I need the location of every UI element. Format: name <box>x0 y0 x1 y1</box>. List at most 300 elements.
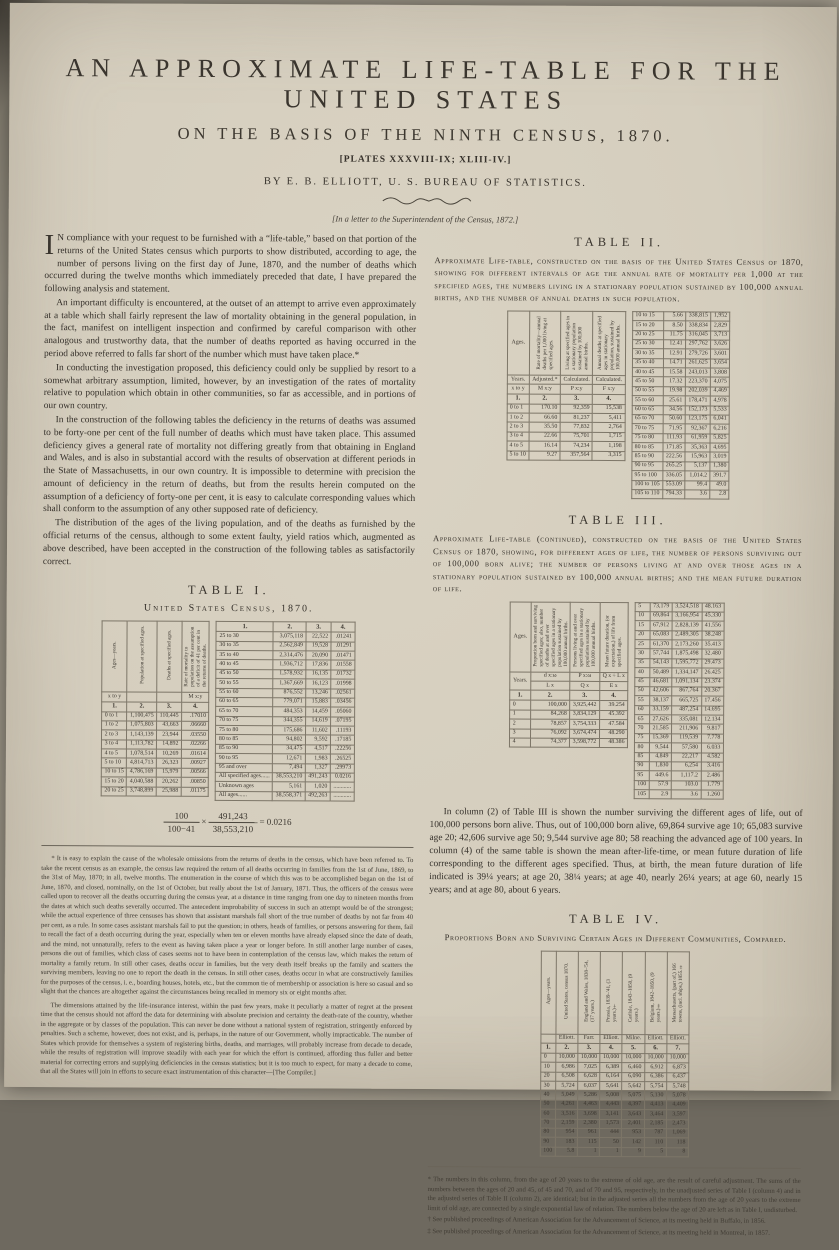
table-cell: .01241 <box>331 632 355 641</box>
table-cell: 75 <box>635 733 650 742</box>
table2-header-living: Living at specified ages in a stationary population sustained by 100,000 annual births. <box>564 315 589 370</box>
table-row <box>634 780 723 790</box>
table-row <box>632 311 730 321</box>
table-cell: 100 to 105 <box>631 480 662 490</box>
table-cell: 779,071 <box>273 698 306 708</box>
table-cell: 1,334,147 <box>672 668 702 678</box>
table-row <box>632 424 730 434</box>
table-cell: 85 to 90 <box>632 452 663 462</box>
table-row <box>632 461 730 471</box>
table3 <box>430 601 804 801</box>
table-cell: 95 <box>634 771 649 780</box>
column-number: 5. <box>622 1043 644 1053</box>
table-cell: 48.163 <box>702 603 724 612</box>
table-row <box>635 649 724 659</box>
table-cell: .17185 <box>331 735 355 744</box>
table-cell: 1.779 <box>701 781 723 790</box>
table-cell: 484,353 <box>273 707 306 717</box>
table-cell: 170.10 <box>529 404 560 414</box>
table-cell: 3.6 <box>685 490 710 500</box>
table-cell: 7.778 <box>701 734 723 743</box>
table-cell: 1,069 <box>666 1129 688 1138</box>
table-cell: 60 to 65 <box>216 697 273 707</box>
column-number: 3. <box>578 1043 600 1053</box>
table-cell: 19,528 <box>306 642 331 652</box>
table4-header-massachusetts: Massachusetts, (part of,) 166 towns, (incl. ships,) 1855.‡ <box>671 963 685 1023</box>
years-label: Years. <box>510 672 530 691</box>
table1-header-population: Population at specified ages. <box>138 626 146 685</box>
table2 <box>431 310 805 500</box>
method-cell: Calculated. <box>593 376 625 385</box>
table-row <box>635 602 724 612</box>
table3-header-living: Persons living at and over specified ages in a stationary population sustained by 100,000 annual births. <box>572 607 598 667</box>
table-row <box>632 443 730 453</box>
table-cell: 5,641 <box>600 1081 622 1090</box>
table-cell: 487,254 <box>672 706 702 716</box>
footnote-left-2: The dimensions attained by the life-insurance interest, within the past few years, make it peculiarly a matter of regret at the present time that the census should not afford the data for determining with absolute precision and certainty the death-rate of the country, whether in the aggregate or by classes of the population. This can never be done without a national system of registration, stringently enforced by penalties. Such a scheme, however, does not exist, and is, perhaps, in the nature of our Government, wholly impracticable. The number of States which provide for themselves a system of registering births, deaths, and marriages, will probably increase from decade to decade, while the results of registration will improve steadily with each year for which the effort is continued, affording thus fuller and better material for correcting errors and supplying deficiencies in the census statistics; but it is too much to expect, for many a decade to come, that all the States will join in efforts to secure exact instrumentation of this character—[The Compiler.] <box>40 1001 413 1077</box>
table-cell: 35,363 <box>685 443 710 453</box>
table-cell: 171.85 <box>663 443 685 452</box>
table-cell: 491,243 <box>305 773 330 783</box>
table-cell: 1,113,782 <box>127 740 157 750</box>
table-cell: 14,619 <box>306 717 331 727</box>
table-cell: 6,037 <box>578 1081 600 1090</box>
table-cell: 0 to 1 <box>507 404 529 413</box>
table-cell: 0 to 1 <box>102 711 127 721</box>
table-cell: 6,437 <box>667 1072 689 1081</box>
column-number: 2. <box>127 702 157 712</box>
table-cell: 25,988 <box>156 787 181 797</box>
table-cell: 35 to 40 <box>632 358 663 368</box>
table-cell: 65 to 70 <box>632 415 663 425</box>
table-cell: 3 to 4 <box>102 740 127 750</box>
column-number: 3. <box>570 691 600 701</box>
table-cell: 5,642 <box>622 1082 644 1091</box>
table-cell: 20.367 <box>701 687 723 696</box>
table-cell: 38,558,371 <box>273 791 306 801</box>
symbol-cell <box>157 692 182 701</box>
table-cell: .03456 <box>331 698 355 707</box>
table-cell: 10,000 <box>667 1054 689 1063</box>
table-cell: 338,834 <box>686 321 711 331</box>
table-row <box>635 640 724 650</box>
table-cell: 953 <box>622 1128 644 1137</box>
footnote-rule-right <box>428 1166 801 1169</box>
table-cell: 211,906 <box>672 724 702 734</box>
table-cell: 16,135 <box>306 670 331 680</box>
table-cell: 2,489,305 <box>672 631 702 641</box>
table-cell: 65 to 70 <box>216 707 273 717</box>
table-cell: 1,952 <box>711 312 730 321</box>
column-number: 4. <box>331 622 355 632</box>
table-cell: 20 to 25 <box>632 330 663 340</box>
table-cell: 13,246 <box>306 688 331 698</box>
table-cell: 1,078,514 <box>127 749 157 759</box>
table-row <box>102 758 209 768</box>
table-cell: 9 <box>622 1147 644 1156</box>
table-cell: 243,013 <box>685 368 710 378</box>
table-cell: 90 <box>634 762 649 771</box>
table-cell: 1,830 <box>649 762 671 771</box>
table-cell: 57,580 <box>672 743 702 753</box>
table-cell: 5.8 <box>555 1147 577 1156</box>
table-cell: 336.05 <box>663 471 685 480</box>
table-cell: .01614 <box>181 749 208 759</box>
table-row <box>540 1147 688 1157</box>
table-row <box>510 738 628 748</box>
fraction-1: $\frac{100}{100-41}$ <box>163 811 199 834</box>
table-cell: 6,389 <box>600 1063 622 1072</box>
table-cell: 55 <box>635 696 650 705</box>
table-cell: 5.66 <box>664 312 686 321</box>
table-cell: 6,041 <box>710 415 729 424</box>
table-cell: .01998 <box>331 679 355 688</box>
table-cell: 11,602 <box>305 726 330 736</box>
column-number: 2. <box>556 1043 578 1053</box>
table4-body <box>540 1053 689 1157</box>
table-cell: 111.93 <box>663 433 685 442</box>
table-cell: 49.0 <box>710 481 729 490</box>
author-cell: Elliott. <box>645 1034 667 1043</box>
table-cell: 16.14 <box>529 441 560 451</box>
table-cell: 11.75 <box>663 330 685 339</box>
table1-left-body <box>101 711 209 796</box>
table-cell: 30 <box>541 1081 556 1090</box>
table-cell: 2,380 <box>577 1119 599 1128</box>
table-cell: 38.248 <box>702 631 724 640</box>
table-cell: 21,585 <box>649 724 671 733</box>
table-row <box>632 433 730 443</box>
column-number: 1. <box>507 394 529 404</box>
table-cell: 2,764 <box>593 423 625 433</box>
table-cell: 5,825 <box>710 434 729 443</box>
table-cell: 105 to 110 <box>631 490 662 500</box>
table-cell: 2 to 3 <box>507 422 529 431</box>
table-cell: 297,762 <box>686 340 711 350</box>
symbol-cell: Q x ÷ L x <box>600 672 628 681</box>
table1-title: TABLE I. <box>187 583 270 598</box>
table-row <box>635 630 724 640</box>
table-cell: 34.56 <box>663 405 685 414</box>
table-cell: 95 to 100 <box>632 471 663 481</box>
table-cell: 492,263 <box>305 792 330 802</box>
table-row <box>635 677 724 687</box>
table-row <box>506 450 624 460</box>
table-cell: 5,075 <box>622 1091 644 1100</box>
table-cell: 22,522 <box>306 632 331 642</box>
footnote-left-1: * It is easy to explain the cause of the wholesale omissions from the returns of deaths in the census, which have been referred to. To take the recent census as an example, the census law required the return of all deaths occurring in families from the 1st of June, 1869, to the 31st of May, 1870; in all, twelve months. The enumeration in the course of which this was to be accomplished began on the 1st of June, 1870, and closed, nominally, on the 1st of October, but really about the 1st of January, 1871. Thus, the officers of the census were called upon to recover all the deaths occurring during the census year, at a distance in time ranging from one day to nineteen months from the dates at which such deaths severally occurred. The antecedent improbability of success in such an attempt would be of the strongest; while the actual experience of three censuses has shown that assistant marshals fall short of the true number of deaths by not far from 40 per cent, as a rule. In some cases assistant marshals fail to put the question; in others, heads of families, or persons answering for them, fail to recall the fact of a death occurring during the year, especially when ten or eleven months have already elapsed since the date of death, and the mind, not unnaturally, refers to the event as having taken place a year or longer before. In still another large number of cases, persons die out of families, which class of cases seems not to have been in contemplation of the census law, which makes the return of mortality a family return. In still other cases, deaths occur in families, but the very death itself breaks up the family and scatters the surviving members, leaving no one to report the death in the census. In still other cases, deaths occur in what are constructively families for the purposes of the census, i. e., boarding houses, hotels, etc., but the common tie of membership or association is here so casual and so slight that the chances are altogether against the circumstances being recalled in memory six or eight months after. <box>40 855 414 997</box>
table-cell: 1,715 <box>592 432 624 442</box>
deficiency-formula <box>41 810 413 835</box>
table-cell: 25 <box>635 640 650 649</box>
table-row <box>632 349 730 359</box>
table3-right-body <box>634 602 724 799</box>
table-row <box>632 377 730 387</box>
table-cell: 2.9 <box>649 790 671 799</box>
table-row <box>632 386 730 396</box>
table-cell: 35 <box>635 658 650 667</box>
table-cell: 265.25 <box>663 462 685 471</box>
table-cell: 75,701 <box>560 432 592 442</box>
table-row <box>102 721 209 731</box>
table-cell: All specified ages...... <box>216 772 273 782</box>
table-cell: 5,137 <box>685 462 710 472</box>
table-cell: 4 <box>510 738 530 747</box>
table-cell: 5 <box>635 602 650 611</box>
table-cell: 6,873 <box>667 1063 689 1072</box>
table-cell: 70 to 75 <box>632 424 663 434</box>
column-number: 2. <box>529 394 560 404</box>
table3-left-body <box>510 700 628 747</box>
table-cell: 15 to 20 <box>632 321 663 331</box>
table-row <box>634 790 723 800</box>
table-cell: 4,517 <box>305 745 330 755</box>
table-row <box>632 405 730 415</box>
table-cell: 25 to 30 <box>216 632 273 642</box>
table-cell: 14,892 <box>156 740 181 750</box>
table-cell: 92,359 <box>560 404 592 414</box>
table2-right-body <box>631 311 730 499</box>
table-cell: 70 to 75 <box>216 716 273 726</box>
table-row <box>632 452 730 462</box>
table-cell: 73,179 <box>650 602 672 611</box>
table-cell: 2.8 <box>710 490 729 499</box>
table-cell: 4,040,588 <box>127 777 157 787</box>
table-row <box>634 743 723 753</box>
table-cell: 77,832 <box>560 423 592 433</box>
table-cell: 78,857 <box>530 719 570 729</box>
table-row <box>635 668 724 678</box>
table-row <box>631 480 729 490</box>
column-number: 1. <box>510 690 530 700</box>
table-cell: 0.0216 <box>330 773 354 782</box>
table-cell: 5,161 <box>273 782 306 792</box>
table-cell: 2,562,849 <box>273 641 306 651</box>
table-cell: 45 <box>635 677 650 686</box>
table-cell: 60 <box>635 705 650 714</box>
table-cell: 10 <box>541 1062 556 1071</box>
table-row <box>635 724 724 734</box>
table-cell: 794.33 <box>663 490 685 499</box>
table-cell: 50.60 <box>663 415 685 424</box>
symbol-cell: P x:ω <box>570 672 600 681</box>
table-row <box>635 621 724 631</box>
table-cell: 80 <box>634 743 649 752</box>
table3-right <box>634 602 725 800</box>
table-cell: 90 to 95 <box>216 754 273 764</box>
method-cell: Calculated. <box>561 375 593 384</box>
table-cell: 25 to 30 <box>632 340 663 350</box>
table-cell: ............ <box>330 792 354 801</box>
column-number: 3. <box>306 622 331 632</box>
symbol-cell: x to y <box>507 384 529 393</box>
table-cell: 40 to 45 <box>632 368 663 378</box>
table-cell: ............ <box>330 782 354 791</box>
table1-header-deaths: Deaths at specified ages. <box>166 630 173 681</box>
table-cell: 3,748,899 <box>127 787 157 797</box>
formula-result: = 0.0216 <box>259 816 292 827</box>
table-cell: 2.486 <box>701 771 723 780</box>
table-cell: 3,019 <box>710 452 729 461</box>
table-row <box>101 777 208 787</box>
table-cell: 1,578,932 <box>273 670 306 680</box>
table-cell: 3,598,772 <box>570 738 600 748</box>
table-cell: 4,409 <box>666 1101 688 1110</box>
table-cell: 183 <box>555 1138 577 1147</box>
table-cell: 75 to 80 <box>216 725 273 735</box>
table-cell: 3,166,954 <box>672 612 702 622</box>
table-cell: 29.473 <box>702 659 724 668</box>
table1 <box>42 620 415 802</box>
table-cell: 3,075,118 <box>273 632 306 642</box>
table-cell: 20 to 25 <box>101 786 126 796</box>
table-cell: 26,323 <box>156 759 181 769</box>
table-cell: .11193 <box>331 726 355 735</box>
table-cell: 7,494 <box>273 763 306 773</box>
table-cell: 105 <box>634 790 649 799</box>
table-cell: 3,524,518 <box>672 602 702 612</box>
table-cell: 3,643 <box>622 1110 644 1119</box>
table-cell: 3,516 <box>555 1109 577 1118</box>
table-row <box>102 711 209 721</box>
table-cell: 60 to 65 <box>632 405 663 415</box>
symbol-cell: F x:y <box>593 385 625 394</box>
table-cell: 1,020 <box>305 782 330 792</box>
author-cell: Elliott. <box>556 1034 578 1043</box>
table-cell: 10,000 <box>644 1054 666 1063</box>
column-number: 1. <box>541 1043 556 1053</box>
table-row <box>101 786 208 796</box>
table1-totals-body <box>216 772 355 801</box>
footnote-rule <box>41 845 413 848</box>
table-cell: 1 <box>577 1147 599 1156</box>
table-cell: 2,159 <box>555 1119 577 1128</box>
table-row <box>635 658 724 668</box>
table-row <box>632 368 730 378</box>
table-cell: 20,262 <box>156 777 181 787</box>
table-cell: 5,411 <box>593 413 625 423</box>
table-cell: 152,173 <box>685 405 710 415</box>
table-cell: 6,508 <box>556 1072 578 1081</box>
table-cell: 54,143 <box>650 659 672 668</box>
table-cell: 2,185 <box>644 1119 666 1128</box>
table-cell: 92,367 <box>685 424 710 434</box>
symbol-cell: d x:ω <box>530 672 570 681</box>
table-cell: .17010 <box>182 712 209 722</box>
fraction-2: $\frac{491,243}{38,553,210}$ <box>209 811 258 834</box>
table-cell: 10 to 15 <box>632 311 663 321</box>
table-row <box>216 791 354 801</box>
table-cell: 110 <box>644 1138 666 1147</box>
table-cell: 1,875,498 <box>672 649 702 659</box>
table-cell: 1,327 <box>305 763 330 773</box>
table4-header-us: United States, census 1870. <box>563 962 571 1019</box>
intro-paragraph-3: In conducting the investigation proposed, this deficiency could only be supplied by resort to a somewhat arbitrary assumption, limited, however, by an investigation of the rates of mortality relative to population which obtain in other communities, so far as accessible, and in portions of our own country. <box>43 362 416 412</box>
table-cell: 1,983 <box>305 754 330 764</box>
table-row <box>632 330 730 340</box>
table-cell: 4.582 <box>701 753 723 762</box>
table-cell: 61,959 <box>685 434 710 444</box>
table-cell: 17,836 <box>306 660 331 670</box>
table-cell: 3,464 <box>644 1110 666 1119</box>
table-cell: 12.134 <box>701 715 723 724</box>
table-cell: 50,489 <box>650 668 672 677</box>
table-cell: 3,597 <box>666 1110 688 1119</box>
table2-left <box>506 310 626 461</box>
table-row <box>632 396 730 406</box>
table-cell: 15,369 <box>649 734 671 743</box>
page-title: AN APPROXIMATE LIFE-TABLE FOR THE UNITED STATES <box>65 53 787 115</box>
table-cell: 10 to 15 <box>101 768 126 778</box>
table-cell: 42,606 <box>650 687 672 696</box>
table-cell: 4,695 <box>710 443 729 452</box>
intro-paragraph-2: An important difficulty is encountered, at the outset of an attempt to arrive even approximately at a table which shall fairly represent the law of mortality obtaining in the general population, in the fact, manifest on intelligent inspection and confirmed by careful comparison with other analogous and trustworthy data, that the number of deaths reported as having occurred in the period above referred to falls far short of the number which must have taken place.* <box>43 297 417 361</box>
table-cell: 22.66 <box>529 432 560 442</box>
table2-header-rate: Rate of mortality—annual deaths per 1,000 living at specified ages. <box>535 315 555 370</box>
table-cell: 6,164 <box>600 1072 622 1081</box>
symbol-cell: M x:y <box>182 693 209 702</box>
table-cell: 1 <box>600 1147 622 1156</box>
table-cell: 15.58 <box>663 368 685 377</box>
table-cell: 30 <box>635 649 650 658</box>
table-cell: 6,986 <box>556 1063 578 1072</box>
table-cell: 3 <box>510 729 530 738</box>
table-cell: 40 to 45 <box>216 660 273 670</box>
table-cell: 74,234 <box>560 441 592 451</box>
table-cell: 1,936,712 <box>273 660 306 670</box>
table-cell: 4,075 <box>711 377 730 386</box>
table-cell: 1,100,475 <box>127 712 157 722</box>
column-number: 4. <box>599 691 627 701</box>
table4-header-carlisle: Carlisle, 1843–1850, (9 years.) <box>627 973 640 1023</box>
footnote-adjustment: * The numbers in this column, from the age of 20 years to the extreme of old age, are the result of careful adjustment. The sums of the numbers between the ages of 20 and 45, of 45 and 70, and of 70 and 95, respectively, in the unadjusted series of Table I (column 4) and in the adjusted series of Table II (column 2), are identical; but in the adjusted series all the numbers from the age of 20 years to the extreme limit of old age, are connected by a single exponential law of relation. The numbers below the age of 20 are left as in Table I, undisturbed. <box>427 1176 801 1214</box>
column-number: 2. <box>274 622 307 632</box>
symbol-cell: Q x <box>570 681 600 690</box>
table-cell: 34,475 <box>273 745 306 755</box>
table-cell: 10,000 <box>556 1053 578 1062</box>
table-cell: 71.95 <box>663 424 685 433</box>
table-cell: 40 <box>541 1091 556 1100</box>
table-cell: 48.290 <box>599 729 627 739</box>
table-cell: 90 <box>540 1137 555 1146</box>
table4-title: TABLE IV. <box>568 912 663 927</box>
table1-header-ages: Ages—years. <box>111 641 118 669</box>
table-cell: 5,008 <box>600 1091 622 1100</box>
table-row <box>101 768 208 778</box>
table-cell: 338,815 <box>686 312 711 322</box>
table-cell: 33,159 <box>650 705 672 714</box>
table-cell: .03550 <box>181 731 208 741</box>
table-cell: 50 <box>600 1138 622 1147</box>
table-cell: 867,764 <box>672 687 702 697</box>
table-row <box>634 762 723 772</box>
table-row <box>102 730 209 740</box>
table-cell: 10,000 <box>600 1053 622 1062</box>
table2-left-body <box>506 404 624 461</box>
table-cell: 3,808 <box>711 368 730 377</box>
table-cell: 4,413 <box>644 1100 666 1109</box>
table-cell: 50 <box>541 1100 556 1109</box>
table-cell: 5,049 <box>555 1091 577 1100</box>
table-cell: 66.60 <box>529 413 560 423</box>
table-cell: 6,090 <box>622 1072 644 1081</box>
table-cell: 357,564 <box>560 451 592 461</box>
table-cell: .00566 <box>181 768 208 778</box>
table2-header-ages: Ages. <box>511 339 526 346</box>
table4 <box>540 950 690 1157</box>
table-cell: 3,834,129 <box>570 710 600 720</box>
table-cell: .01732 <box>331 670 355 679</box>
